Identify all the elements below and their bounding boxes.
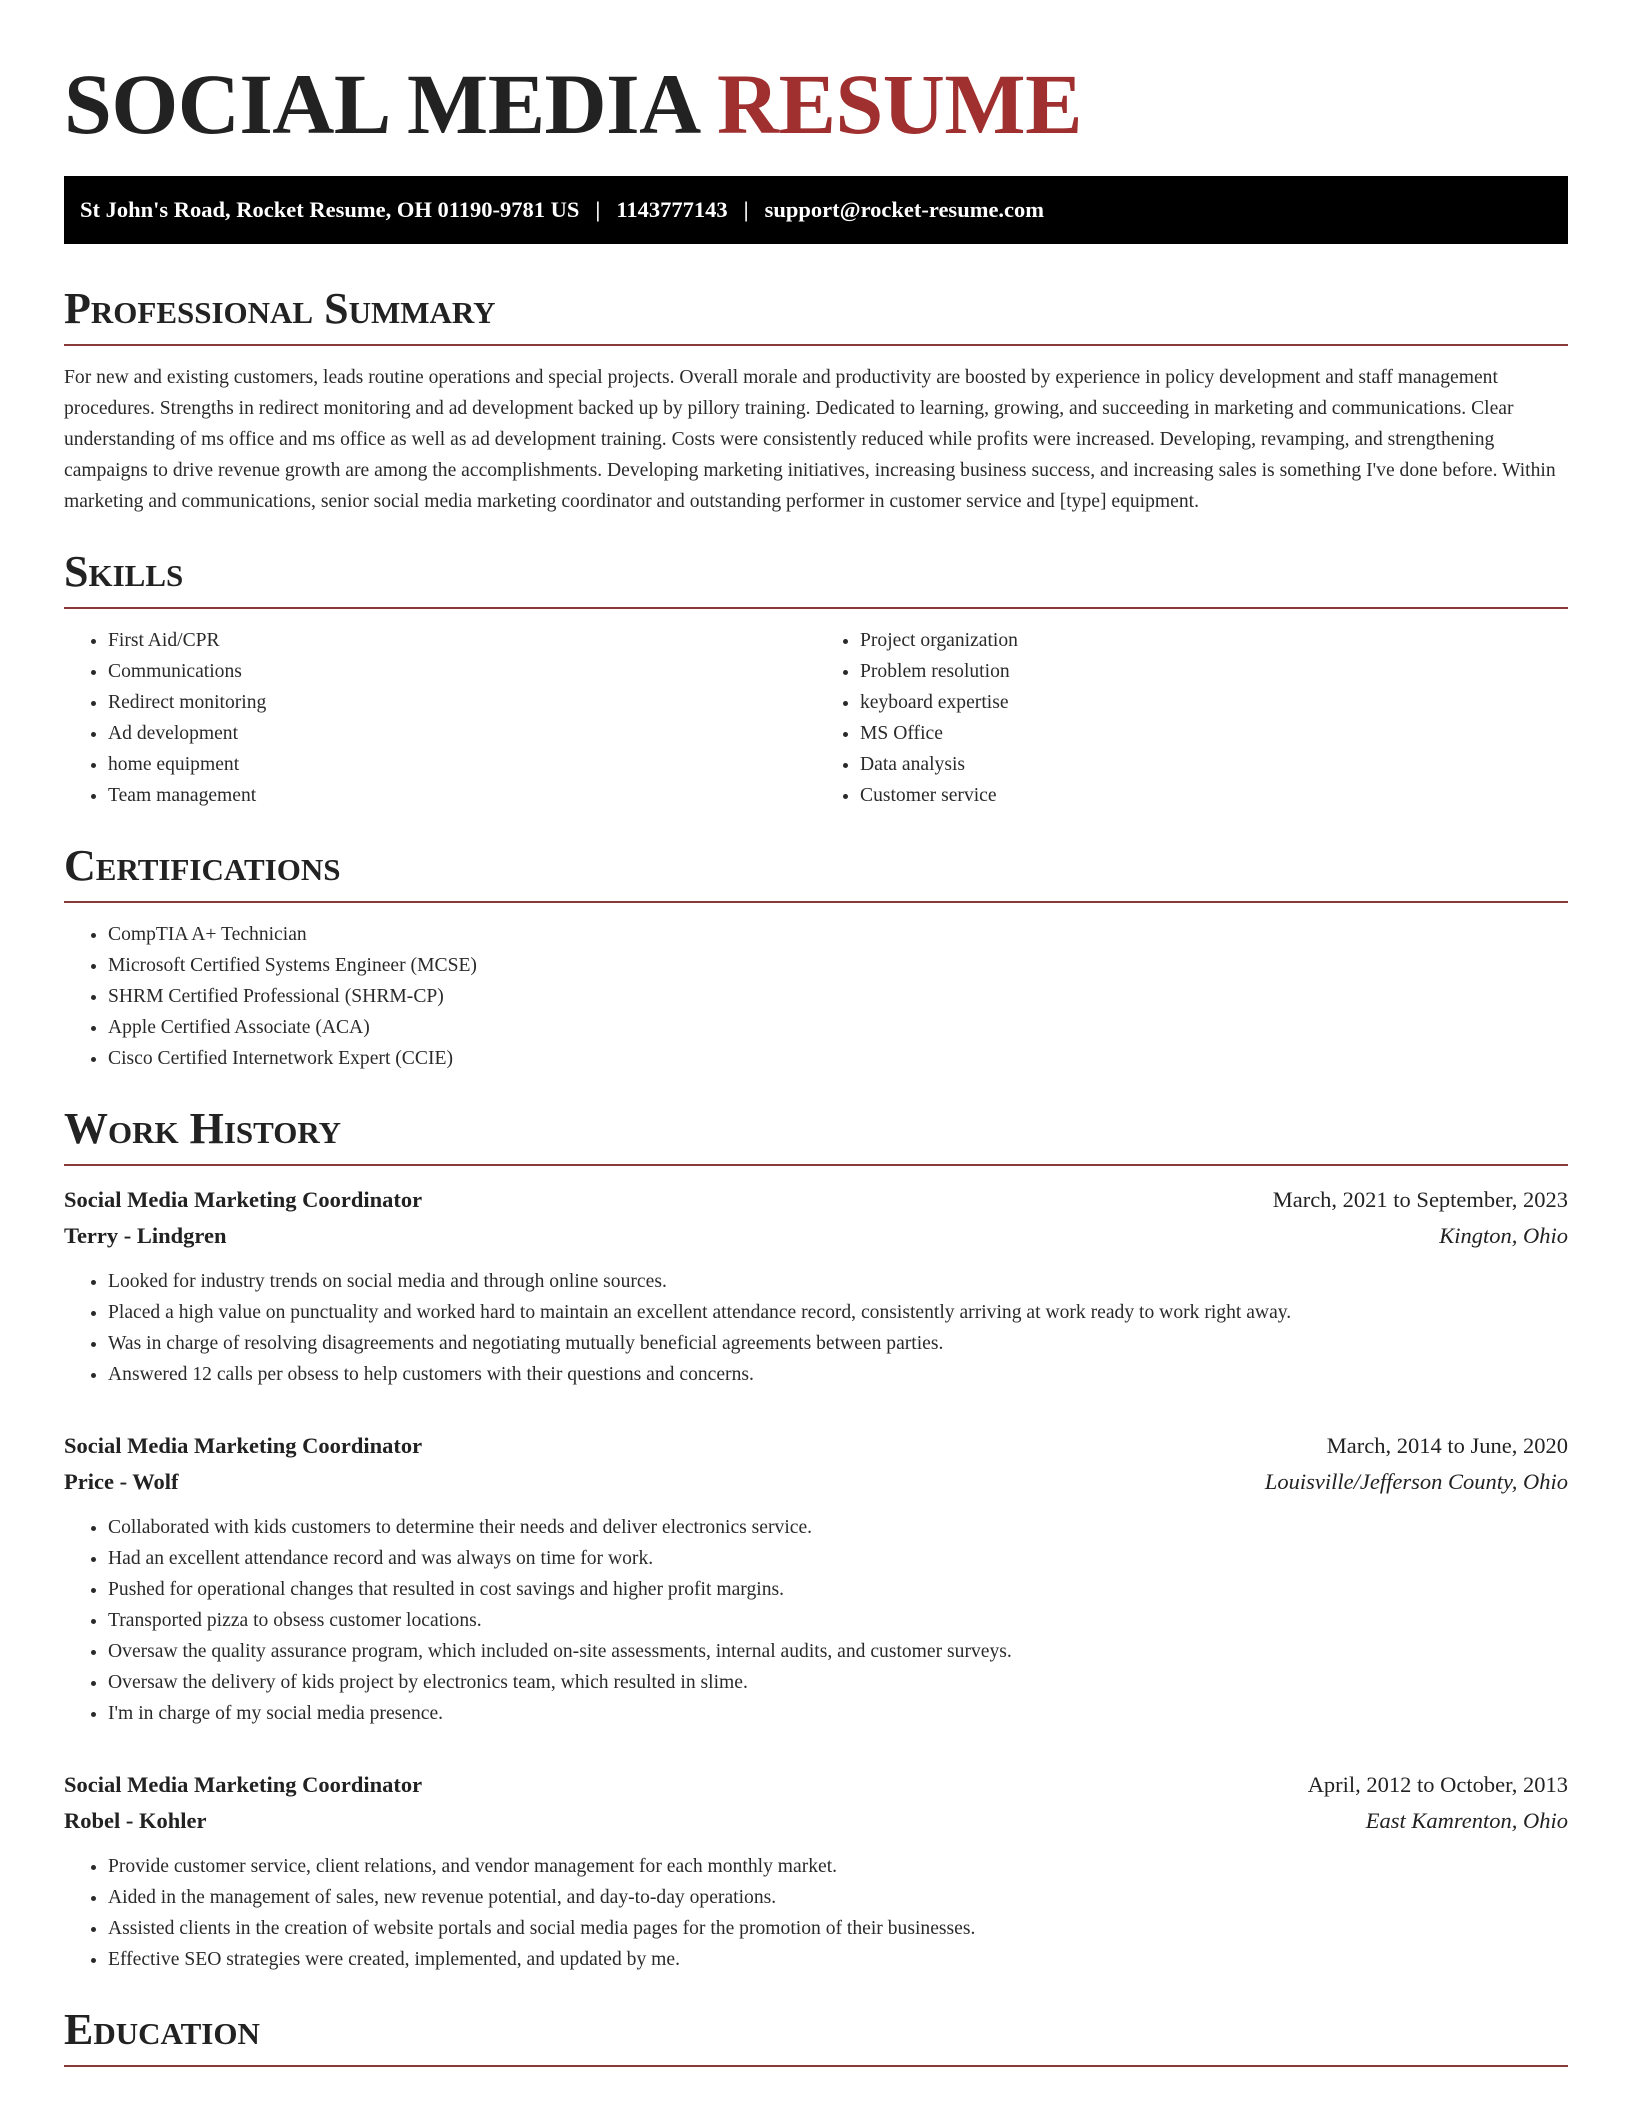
job-bullet: • Transported pizza to obsess customer locations. [108,1605,1568,1636]
job-company-row [64,1464,1568,1500]
job-location: Kington, Ohio [1439,1223,1568,1248]
title-main: SOCIAL MEDIA [64,56,696,152]
job-location: East Kamrenton, Ohio [1365,1808,1568,1833]
skill-item: • Ad development [108,718,816,749]
job-bullet: • Oversaw the delivery of kids project by electronics team, which resulted in slime. [108,1667,1568,1698]
job-entry [64,1182,1568,1390]
job-header-row [64,1428,1568,1464]
job-company-row [64,1218,1568,1254]
skills-list-left [64,625,816,811]
contact-bar [64,176,1568,244]
skills-list-right [816,625,1568,811]
job-bullet: • Effective SEO strategies were created, implemented, and updated by me. [108,1944,1568,1975]
work-history-section [64,1104,1568,1975]
job-bullet: • Had an excellent attendance record and was always on time for work. [108,1543,1568,1574]
certification-item: • Microsoft Certified Systems Engineer (MCSE) [108,950,1568,981]
job-company: Robel - Kohler [64,1808,207,1833]
job-bullet: • Placed a high value on punctuality and worked hard to maintain an excellent attendance record, consistently arriving at work ready to work right away. [108,1297,1568,1328]
skill-item: • MS Office [860,718,1568,749]
job-bullets [64,1266,1568,1390]
job-dates: April, 2012 to October, 2013 [1307,1772,1568,1797]
job-company-row [64,1803,1568,1839]
resume-title [64,0,1568,150]
work-history-heading: Work History [64,1104,1568,1166]
skill-item: • Communications [108,656,816,687]
job-bullet: • Was in charge of resolving disagreements and negotiating mutually beneficial agreements between parties. [108,1328,1568,1359]
skill-item: • Redirect monitoring [108,687,816,718]
job-bullet: • Aided in the management of sales, new revenue potential, and day-to-day operations. [108,1882,1568,1913]
certification-item: • SHRM Certified Professional (SHRM-CP) [108,981,1568,1012]
skill-item: • Team management [108,780,816,811]
job-title: Social Media Marketing Coordinator [64,1187,423,1212]
skill-item: • First Aid/CPR [108,625,816,656]
job-header-row [64,1767,1568,1803]
skill-item: • home equipment [108,749,816,780]
job-company: Terry - Lindgren [64,1223,227,1248]
skill-item: • Customer service [860,780,1568,811]
contact-address: St John's Road, Rocket Resume, OH 01190-9781 US [80,197,580,222]
certification-item: • CompTIA A+ Technician [108,919,1568,950]
skill-item: • Data analysis [860,749,1568,780]
contact-email: support@rocket-resume.com [764,197,1045,222]
title-accent: RESUME [717,56,1082,152]
skill-item: • keyboard expertise [860,687,1568,718]
job-location: Louisville/Jefferson County, Ohio [1264,1469,1568,1494]
job-bullet: • Pushed for operational changes that resulted in cost savings and higher profit margins. [108,1574,1568,1605]
job-bullet: • Oversaw the quality assurance program, which included on-site assessments, internal audits, and customer surveys. [108,1636,1568,1667]
job-bullets [64,1512,1568,1729]
job-header-row [64,1182,1568,1218]
job-title: Social Media Marketing Coordinator [64,1772,423,1797]
job-bullet: • Provide customer service, client relations, and vendor management for each monthly market. [108,1851,1568,1882]
education-section [64,2005,1568,2067]
job-title: Social Media Marketing Coordinator [64,1433,423,1458]
job-bullet: • Looked for industry trends on social media and through online sources. [108,1266,1568,1297]
certifications-section [64,841,1568,1074]
skill-item: • Problem resolution [860,656,1568,687]
skills-heading: Skills [64,547,1568,609]
job-bullet: • I'm in charge of my social media presence. [108,1698,1568,1729]
job-entry [64,1428,1568,1729]
contact-separator: | [743,197,749,222]
job-dates: March, 2021 to September, 2023 [1272,1187,1568,1212]
contact-separator: | [595,197,601,222]
skill-item: • Project organization [860,625,1568,656]
certifications-list [64,919,1568,1074]
education-heading: Education [64,2005,1568,2067]
job-bullet: • Collaborated with kids customers to determine their needs and deliver electronics service. [108,1512,1568,1543]
certification-item: • Apple Certified Associate (ACA) [108,1012,1568,1043]
certifications-heading: Certifications [64,841,1568,903]
certification-item: • Cisco Certified Internetwork Expert (CCIE) [108,1043,1568,1074]
job-bullet: • Answered 12 calls per obsess to help customers with their questions and concerns. [108,1359,1568,1390]
job-bullets [64,1851,1568,1975]
job-bullet: • Assisted clients in the creation of website portals and social media pages for the promotion of their businesses. [108,1913,1568,1944]
skills-grid [64,625,1568,811]
job-company: Price - Wolf [64,1469,179,1494]
contact-phone: 1143777143 [616,197,728,222]
summary-heading: Professional Summary [64,284,1568,346]
job-entry [64,1767,1568,1975]
summary-text: For new and existing customers, leads routine operations and special projects. Overall morale and productivity are boosted by experience in policy development and staff management procedures. Strengths in redirect monitoring and ad development backed up by pillory training. Dedicated to learning, growing, and succeeding in marketing and communications. Clear understanding of ms office and ms office as well as ad development training. Costs were consistently reduced while profits were increased. Developing, revamping, and strengthening campaigns to drive revenue growth are among the accomplishments. Developing marketing initiatives, increasing business success, and increasing sales is something I've done before. Within marketing and communications, senior social media marketing coordinator and outstanding performer in customer service and [type] equipment. [64,367,1556,512]
skills-section [64,547,1568,811]
job-dates: March, 2014 to June, 2020 [1326,1433,1568,1458]
